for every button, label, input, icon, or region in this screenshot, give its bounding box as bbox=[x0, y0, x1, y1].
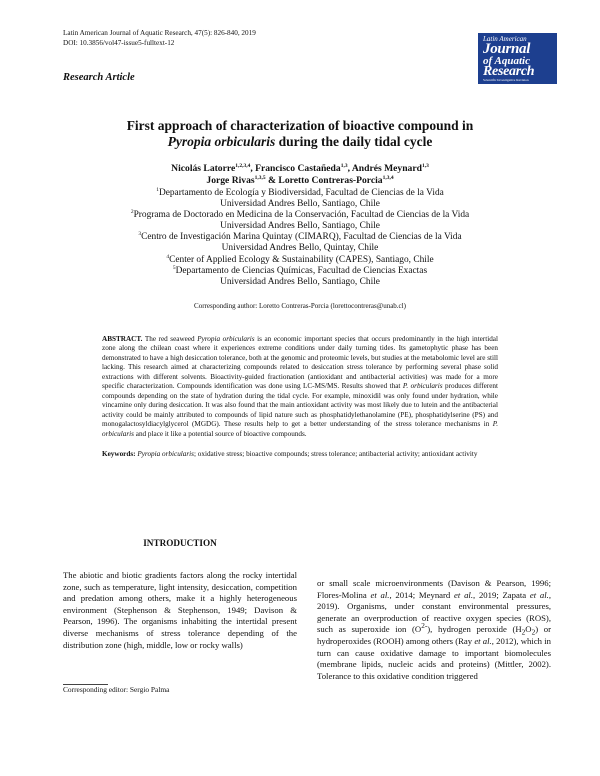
body-text: , 2012), which in turn can cause oxidative damage to important biomolecules (membrane lipids, nucleic acids and proteins) (Mittler, 2002). Tolerance to this oxidative condition triggered bbox=[317, 635, 551, 681]
body-text: ), hydrogen peroxide (H bbox=[427, 624, 522, 635]
affiliation-mark: 1 bbox=[156, 186, 159, 193]
abstract-text: and place it like a potential source of bioactive compounds. bbox=[133, 429, 307, 438]
author-list bbox=[60, 163, 540, 186]
author-affil-marks: 1,3,5 bbox=[254, 174, 266, 181]
chem-superscript: 2- bbox=[421, 622, 428, 631]
affiliation-line: Universidad Andres Bello, Santiago, Chile bbox=[220, 221, 380, 232]
affiliation-text: Programa de Doctorado en Medicina de la Conservación, Facultad de Ciencias de la Vida bbox=[133, 210, 470, 221]
affiliation-mark: 3 bbox=[138, 231, 142, 238]
body-text: O bbox=[525, 624, 532, 635]
authors-line-1 bbox=[60, 163, 540, 175]
keyword-species: Pyropia orbicularis bbox=[135, 450, 194, 458]
author-separator: & bbox=[265, 174, 279, 186]
abstract-label: ABSTRACT. bbox=[102, 335, 143, 343]
paper-title bbox=[60, 118, 540, 150]
affiliation-line bbox=[60, 210, 540, 221]
affiliation-line: Universidad Andres Bello, Santiago, Chile bbox=[220, 199, 380, 210]
author-name: Francisco Castañeda bbox=[255, 163, 341, 174]
affiliation-mark: 2 bbox=[130, 209, 134, 216]
section-heading-introduction: INTRODUCTION bbox=[143, 538, 217, 548]
body-column-left: The abiotic and biotic gradients factors along the rocky intertidal zone, such as temperature, light intensity, desiccation, competition and predation among others, make it a highly heterogeneous environment (Stephenson & Stephenson, 1949; Davison & Pearson, 1996). The organisms inhabiting the intertidal present diverse mechanisms of stress tolerance depending of the distribution zone (high, middle, low or rocky walls) bbox=[63, 570, 297, 650]
journal-doi: DOI: 10.3856/vol47-issue5-fulltext-12 bbox=[63, 38, 175, 47]
abstract-text: The red seaweed bbox=[142, 335, 198, 343]
keywords bbox=[102, 450, 498, 459]
abstract-text: is an economic important species that occurs predominantly in the high intertidal zone along the chilean coast where it experiences extreme conditions under daily turning tides. Its gametophytic phase has been demonstrated to have a high desiccation tolerance, both at the genomic and proteomic levels, but studies at the metabolomic level are still lacking. This research aimed at characterizing compounds related to desiccation stress tolerance by performing several phase solid extractions with different solvents. Bioactivity-guided fractionation (antioxidant and antibacterial activities) was made for a more specific characterization. Compounds identification was done using LC-MS/MS. Results showed that bbox=[102, 335, 498, 391]
author-affil-marks: 1,2,3,4 bbox=[235, 162, 251, 169]
author-separator: , bbox=[250, 163, 256, 174]
body-column-right bbox=[317, 578, 551, 682]
citation-etal: et al. bbox=[454, 589, 474, 600]
affiliation-line bbox=[60, 255, 540, 266]
citation-etal: et al. bbox=[529, 589, 549, 600]
body-text: ) or hydroperoxides (ROOH) among others (Ray bbox=[317, 624, 551, 646]
affiliation-mark: 4 bbox=[166, 253, 170, 260]
author-affil-marks: 1,3 bbox=[340, 162, 348, 169]
author-name: Jorge Rivas bbox=[206, 174, 255, 186]
logo-word-of-aquatic: of Aquatic bbox=[483, 55, 530, 67]
journal-meta bbox=[63, 29, 256, 48]
body-text: , 2019; Zapata bbox=[473, 589, 530, 600]
affiliations bbox=[60, 188, 540, 288]
abstract-text: produces different compounds depending on the state of hydration during the tidal cycle. For example, minoxidil was only found under hydration, while vincamine only during desiccation. It was also found that the main antioxidant activity was most likely due to lutein and the antibacterial activity could be mainly attributed to compounds of lipid nature such as phosphatidylethanolamine (PE), phosphatidylserine (PS) and monogalactosyldiacylglycerol (MGDG). These results help to get a better understanding of the stress tolerance mechanisms in bbox=[102, 382, 498, 429]
title-species: Pyropia orbicularis bbox=[167, 134, 276, 149]
author-name: Loretto Contreras-Porcia bbox=[278, 174, 383, 186]
chem-subscript: 2 bbox=[531, 629, 536, 638]
article-type: Research Article bbox=[63, 72, 135, 83]
journal-citation: Latin American Journal of Aquatic Research, 47(5): 826-840, 2019 bbox=[63, 29, 256, 37]
logo-word-research: Research bbox=[483, 64, 535, 79]
authors-line-2 bbox=[60, 175, 540, 187]
author-name: Andrés Meynard bbox=[351, 163, 422, 174]
affiliation-line bbox=[60, 266, 540, 277]
affiliation-line bbox=[60, 188, 540, 199]
keywords-label: Keywords: bbox=[102, 450, 136, 458]
affiliation-text: Departamento de Ciencias Químicas, Facultad de Ciencias Exactas bbox=[175, 265, 428, 276]
affiliation-text: Departamento de Ecología y Biodiversidad, Facultad de Ciencias de la Vida bbox=[158, 188, 444, 198]
citation-etal: et al. bbox=[474, 635, 492, 646]
author-affil-marks: 1,3 bbox=[421, 162, 429, 169]
affiliation-line bbox=[60, 232, 540, 243]
title-line-2 bbox=[60, 134, 540, 150]
journal-logo bbox=[478, 33, 557, 84]
affiliation-line: Universidad Andres Bello, Quintay, Chile bbox=[221, 243, 379, 254]
title-line-1: First approach of characterization of bioactive compound in bbox=[126, 118, 474, 133]
abstract-species: P. orbicularis bbox=[102, 420, 498, 438]
logo-word-journal: Journal bbox=[483, 41, 531, 57]
author-name: Nicolás Latorre bbox=[171, 163, 236, 174]
abstract bbox=[102, 335, 498, 439]
body-text: or small scale microenvironments (Davison & Pearson, 1996; Flores-Molina bbox=[317, 578, 551, 600]
affiliation-mark: 5 bbox=[172, 264, 176, 271]
citation-etal: et al. bbox=[370, 589, 390, 600]
title-rest: during the daily tidal cycle bbox=[275, 134, 433, 149]
body-text: , 2014; Meynard bbox=[389, 589, 455, 600]
corresponding-author: Corresponding author: Loretto Contreras-Porcia (lorettocontreras@unab.cl) bbox=[194, 302, 406, 310]
affiliation-text: Centro de Investigación Marina Quintay (CIMARQ), Facultad de Ciencias de la Vida bbox=[141, 232, 462, 243]
keywords-text: ; oxidative stress; bioactive compounds; stress tolerance; antibacterial activity; antioxidant activity bbox=[193, 450, 478, 458]
author-separator: , bbox=[347, 163, 352, 174]
affiliation-line: Universidad Andres Bello, Santiago, Chile bbox=[220, 276, 380, 287]
body-text: , 2019). Organisms, under constant environmental pressures, generate an overproduction of reactive oxygen species (ROS), such as superoxide ion (O bbox=[317, 589, 552, 635]
logo-tagline: Scientific Investigative Revision bbox=[483, 78, 529, 82]
footnote-editor: Corresponding editor: Sergio Palma bbox=[63, 685, 170, 694]
abstract-species: P. orbicularis bbox=[402, 382, 443, 391]
author-affil-marks: 1,3,4 bbox=[382, 174, 394, 181]
abstract-species: Pyropia orbicularis bbox=[197, 335, 255, 343]
logo-small-text: Latin American bbox=[483, 35, 527, 43]
chem-subscript: 2 bbox=[521, 629, 526, 638]
affiliation-text: Center of Applied Ecology & Sustainability (CAPES), Santiago, Chile bbox=[169, 254, 434, 265]
